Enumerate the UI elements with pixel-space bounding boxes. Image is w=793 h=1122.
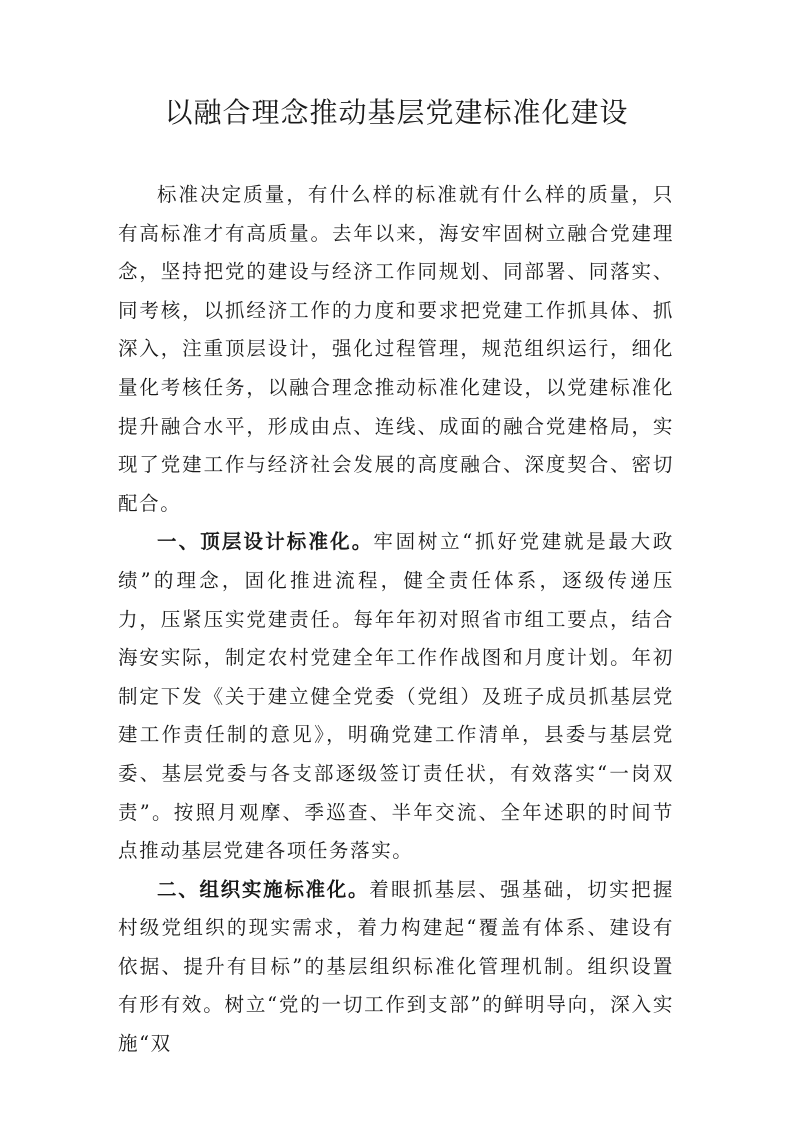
section-heading-1: 一、顶层设计标准化。 — [157, 530, 374, 554]
section-paragraph-1 — [118, 523, 674, 870]
intro-paragraph: 标准决定质量，有什么样的标准就有什么样的质量，只有高标准才有高质量。去年以来，海安牢固树立融合党建理念，坚持把党的建设与经济工作同规划、同部署、同落实、同考核，以抓经济工作的力度和要求把党建工作抓具体、抓深入，注重顶层设计，强化过程管理，规范组织运行，细化量化考核任务，以融合理念推动标准化建设，以党建标准化提升融合水平，形成由点、连线、成面的融合党建格局，实现了党建工作与经济社会发展的高度融合、深度契合、密切配合。 — [118, 183, 674, 515]
section-heading-2: 二、组织实施标准化。 — [157, 877, 370, 901]
section-paragraph-2 — [118, 871, 674, 1064]
section-text-2: 着眼抓基层、强基础，切实把握村级党组织的现实需求，着力构建起“覆盖有体系、建设有依据、提升有目标”的基层组织标准化管理机制。组织设置有形有效。树立“党的一切工作到支部”的鲜明导向，深入实施“双 — [118, 877, 674, 1056]
document-body — [118, 176, 674, 1064]
section-text-1: 牢固树立“抓好党建就是最大政绩”的理念，固化推进流程，健全责任体系，逐级传递压力，压紧压实党建责任。每年年初对照省市组工要点，结合海安实际，制定农村党建全年工作作战图和月度计划。年初制定下发《关于建立健全党委（党组）及班子成员抓基层党建工作责任制的意见》，明确党建工作清单，县委与基层党委、基层党委与各支部逐级签订责任状，有效落实“一岗双责”。按照月观摩、季巡查、半年交流、全年述职的时间节点推动基层党建各项任务落实。 — [118, 530, 674, 863]
document-title: 以融合理念推动基层党建标准化建设 — [164, 96, 629, 129]
